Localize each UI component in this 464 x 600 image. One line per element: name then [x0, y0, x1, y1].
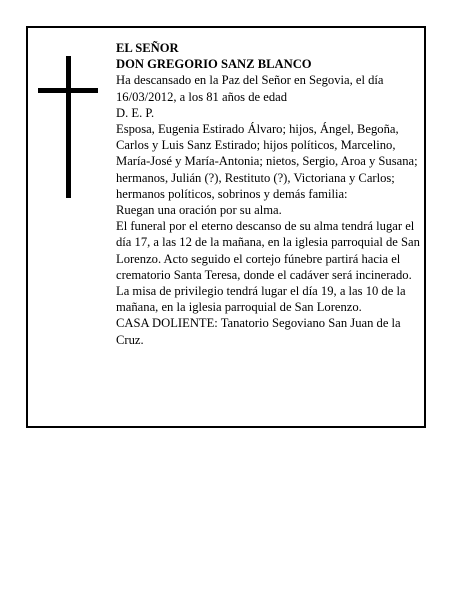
rip-text: D. E. P. [116, 105, 155, 120]
cross-horizontal-bar [38, 88, 98, 93]
mourning-house: CASA DOLIENTE: Tanatorio Segoviano San Juan de la Cruz. [116, 316, 401, 347]
deceased-name: DON GREGORIO SANZ BLANCO [116, 57, 312, 72]
cross-vertical-bar [66, 56, 71, 198]
prayer-request: Ruegan una oración por su alma. [116, 203, 282, 218]
obituary-text [116, 40, 422, 348]
death-notice: Ha descansado en la Paz del Señor en Segovia, el día 16/03/2012, a los 81 años de edad [116, 73, 384, 104]
obituary-heading: EL SEÑOR [116, 41, 179, 55]
obituary-notice [26, 26, 426, 428]
funeral-details: El funeral por el eterno descanso de su alma tendrá lugar el día 17, a las 12 de la mañana, en la iglesia parroquial de San Lorenzo. Acto seguido el cortejo fúnebre partirá hacia el crematorio Santa Teresa, donde el cadáver será incinerado. La misa de privilegio tendrá lugar el día 19, a las 10 de la mañana, en la iglesia parroquial de San Lorenzo. [116, 219, 420, 315]
family-list: Esposa, Eugenia Estirado Álvaro; hijos, Ángel, Begoña, Carlos y Luis Sanz Estirado; hijos políticos, Marcelino, María-José y María-Antonia; nietos, Sergio, Aroa y Susana; hermanos, Julián (?), Restituto (?), Victoriana y Carlos; hermanos políticos, sobrinos y demás familia: [116, 122, 418, 201]
cross-icon [38, 56, 98, 198]
